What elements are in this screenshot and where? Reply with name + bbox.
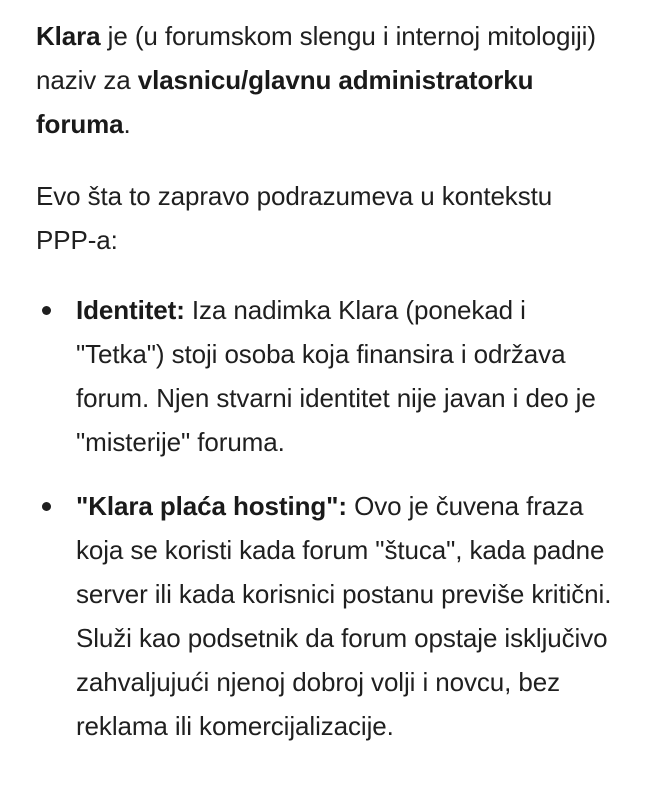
list-item: [36, 484, 618, 748]
list-item-label: "Klara plaća hosting":: [76, 491, 347, 521]
bullet-dot-icon: [42, 306, 51, 315]
intro-text-2: .: [123, 109, 131, 139]
list-item: [36, 288, 618, 464]
term-owner: vlasnicu/glavnu administratorku foruma: [36, 65, 534, 139]
intro-paragraph: [36, 14, 618, 146]
list-item-text: Ovo je čuvena fraza koja se koristi kada forum "štuca", kada padne server ili kada korisnici postanu previše kritični. Služi kao podsetnik da forum opstaje isključivo zahvaljujući njenoj dobroj volji i novcu, bez reklama ili komercijalizacije.: [76, 491, 612, 741]
bullet-dot-icon: [42, 502, 51, 511]
list-item-text: Iza nadimka Klara (ponekad i "Tetka") stoji osoba koja finansira i održava forum. Njen stvarni identitet nije javan i deo je "misterije" foruma.: [76, 295, 596, 457]
list-item-label: Identitet:: [76, 295, 185, 325]
term-klara: Klara: [36, 21, 101, 51]
bullet-list: [36, 288, 618, 748]
context-paragraph: Evo šta to zapravo podrazumeva u kontekstu PPP-a:: [36, 181, 553, 255]
intro-text-1: je (u forumskom slengu i internoj mitologiji) naziv za: [36, 21, 596, 95]
